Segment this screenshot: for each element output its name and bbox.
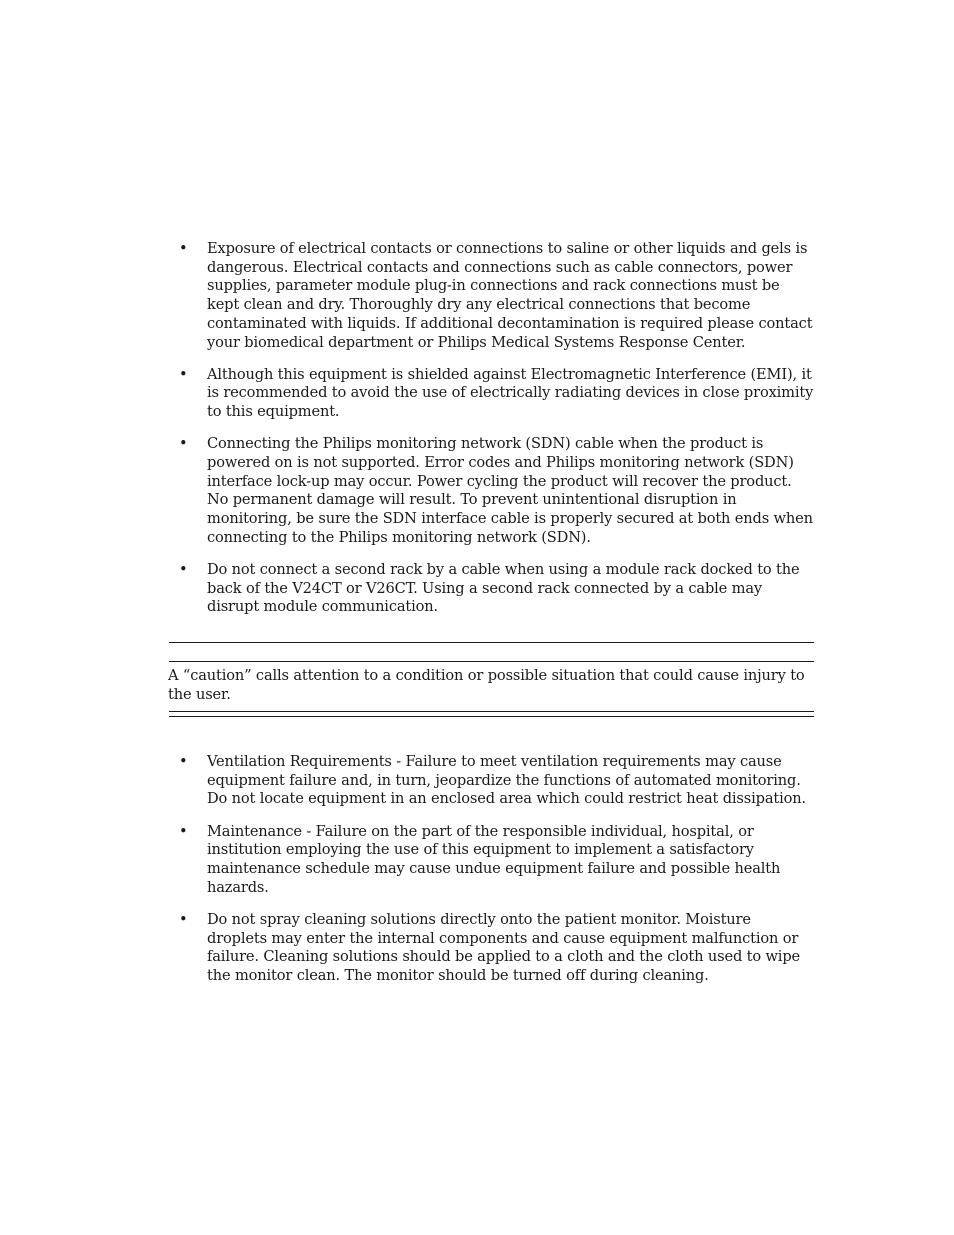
list-item-text: Do not connect a second rack by a cable when using a module rack docked to the back of the V24CT or V26CT. Using a second rack connected by a cable may disrupt module communication. <box>207 561 800 616</box>
caution-list <box>170 753 815 999</box>
list-item <box>170 366 815 422</box>
divider-line <box>169 642 814 643</box>
list-item <box>170 240 815 352</box>
list-item <box>170 911 815 986</box>
divider-line <box>169 661 814 662</box>
bullet-icon: • <box>179 910 188 928</box>
divider-line <box>169 711 814 712</box>
bullet-icon: • <box>179 435 188 453</box>
list-item <box>170 753 815 809</box>
bullet-icon: • <box>179 753 188 770</box>
list-item-text: Do not spray cleaning solutions directly onto the patient monitor. Moisture droplets may enter the internal components and cause equipment malfunction or failure. Cleaning solutions should be applied to a cloth and the cloth used to wipe the monitor clean. The monitor should be turned off during cleaning. <box>207 910 800 985</box>
list-item <box>170 561 815 617</box>
caution-definition: A “caution” calls attention to a condition or possible situation that could cause injury to the user. <box>168 667 805 703</box>
list-item-text: Exposure of electrical contacts or connections to saline or other liquids and gels is dangerous. Electrical contacts and connections such as cable connectors, power supplies, parameter module plug-in connections and rack connections must be kept clean and dry. Thoroughly dry any electrical connections that become contaminated with liquids. If additional decontamination is required please contact your biomedical department or Philips Medical Systems Response Center. <box>207 240 813 351</box>
divider-line <box>169 716 814 717</box>
bullet-icon: • <box>179 822 188 840</box>
warning-list <box>170 240 815 631</box>
list-item-text: Although this equipment is shielded against Electromagnetic Interference (EMI), it is recommended to avoid the use of electrically radiating devices in close proximity to this equipment. <box>207 365 814 421</box>
list-item-text: Connecting the Philips monitoring network (SDN) cable when the product is powered on is not supported. Error codes and Philips monitoring network (SDN) interface lock-up may occur. Power cycling the product will recover the product. No permanent damage will result. To prevent unintentional disruption in monitoring, be sure the SDN interface cable is properly secured at both ends when connecting to the Philips monitoring network (SDN). <box>207 435 813 546</box>
bullet-icon: • <box>179 365 188 383</box>
list-item-text: Maintenance - Failure on the part of the responsible individual, hospital, or institution employing the use of this equipment to implement a satisfactory maintenance schedule may cause undue equipment failure and possible health hazards. <box>207 822 781 896</box>
bullet-icon: • <box>179 240 188 257</box>
list-item <box>170 435 815 547</box>
list-item-text: Ventilation Requirements - Failure to meet ventilation requirements may cause equipment failure and, in turn, jeopardize the functions of automated monitoring. Do not locate equipment in an enclosed area which could restrict heat dissipation. <box>207 753 806 808</box>
bullet-icon: • <box>179 561 188 579</box>
list-item <box>170 823 815 898</box>
